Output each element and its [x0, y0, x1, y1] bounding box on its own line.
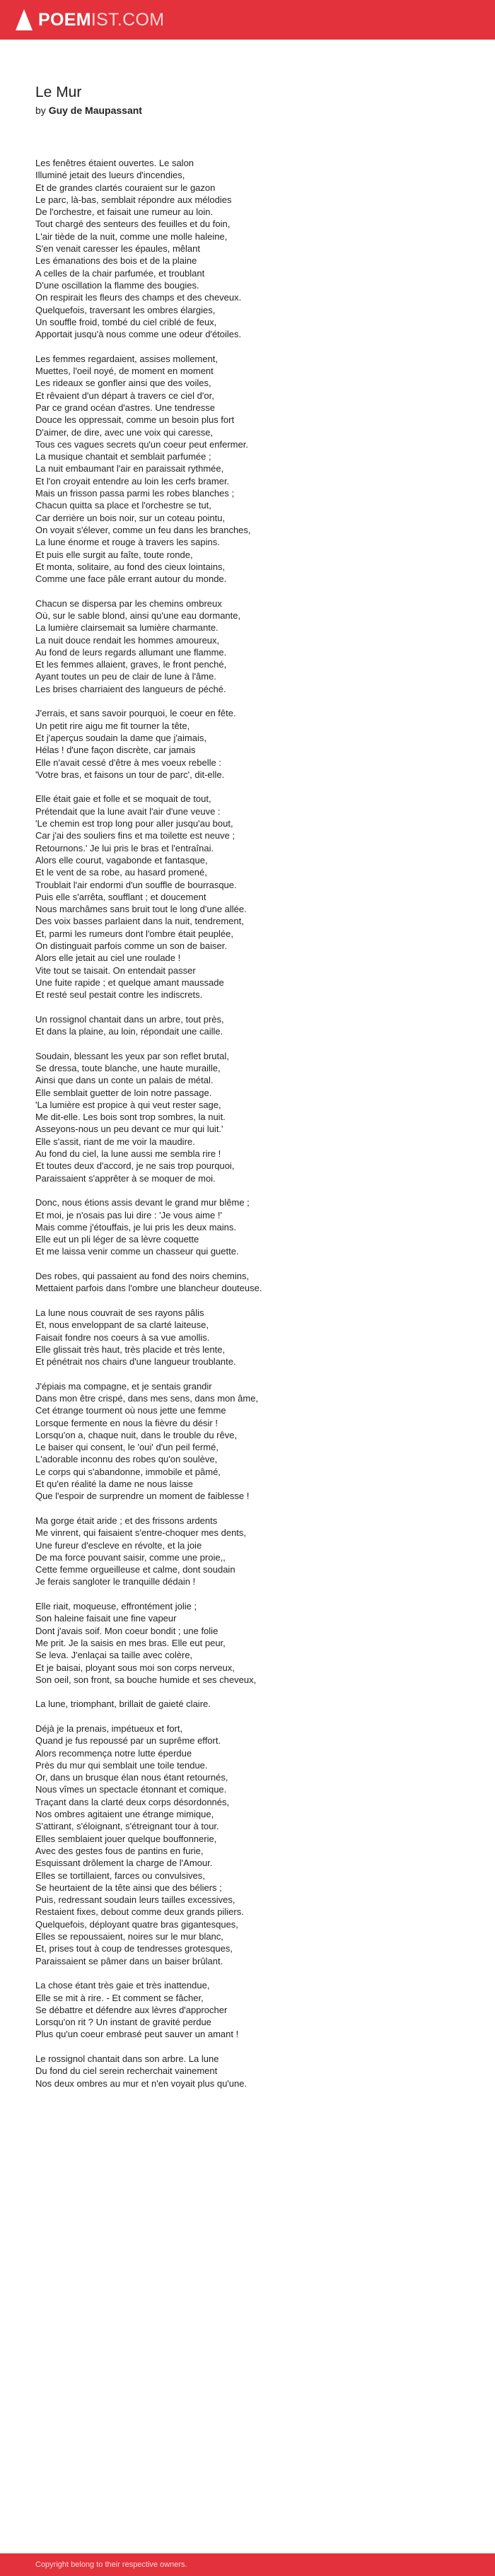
poem-line: Chacun quitta sa place et l'orchestre se tut,	[35, 500, 211, 511]
poem-stanza	[35, 1380, 460, 1503]
poem-line: Et de grandes clartés couraient sur le gazon	[35, 182, 216, 193]
poem-line: Comme une face pâle errant autour du monde.	[35, 573, 227, 585]
copyright-notice: Copyright belong to their respective owners.	[35, 2560, 187, 2569]
poem-line: Où, sur le sable blond, ainsi qu'une eau dormante,	[35, 610, 241, 621]
poem-line: Un souffle froid, tombé du ciel criblé de feux,	[35, 316, 217, 327]
poem-line: Nous vîmes un spectacle étonnant et comique.	[35, 1784, 227, 1795]
poem-line: De l'orchestre, et faisait une rumeur au loin.	[35, 206, 214, 218]
poem-line: Prétendait que la lune avait l'air d'une veuve :	[35, 805, 221, 817]
poem-line: Illuminé jetait des lueurs d'incendies,	[35, 170, 185, 181]
poem-line: Elle s'assit, riant de me voir la maudire.	[35, 1136, 195, 1147]
poem-stanza	[35, 1698, 460, 1710]
poem-line: La lumière clairsemait sa lumière charmante.	[35, 622, 219, 634]
poem-line: On distinguait parfois comme un son de baiser.	[35, 940, 227, 951]
poem-line: Et me laissa venir comme un chasseur qui guette.	[35, 1246, 239, 1257]
poem-stanza	[35, 157, 460, 340]
poem-line: Les rideaux se gonfler ainsi que des voiles,	[35, 378, 211, 389]
poem-line: La musique chantait et semblait parfumée ;	[35, 451, 211, 462]
poem-line: Douce les oppressait, comme un besoin plus fort	[35, 414, 235, 426]
poem-line: Et le vent de sa robe, au hasard promené,	[35, 867, 207, 878]
poem-line: Me prit. Je la saisis en mes bras. Elle eut peur,	[35, 1637, 226, 1648]
poem-line: Paraissaient s'apprêter à se moquer de moi.	[35, 1172, 216, 1184]
poem-line: Par ce grand océan d'astres. Une tendresse	[35, 402, 215, 413]
poem-line: D'aimer, de dire, avec une voix qui caresse,	[35, 426, 214, 438]
poem-line: Près du mur qui semblait une toile tendue.	[35, 1759, 208, 1771]
poem-line: On voyait s'élever, comme un feu dans les branches,	[35, 524, 251, 535]
poem-line: Car derrière un bois noir, sur un coteau pointu,	[35, 512, 226, 523]
poem-line: Que l'espoir de surprendre un moment de faiblesse !	[35, 1491, 250, 1502]
poem-line: Le parc, là-bas, semblait répondre aux mélodies	[35, 194, 232, 205]
poem-line: Cet étrange tourment où nous jette une femme	[35, 1405, 226, 1416]
poem-line: Lorsqu'on a, chaque nuit, dans le trouble du rêve,	[35, 1429, 238, 1440]
poem-line: Et rêvaient d'un départ à travers ce ciel d'or,	[35, 390, 214, 401]
poem-body	[35, 157, 460, 2102]
poem-line: Apportait jusqu'à nous comme une odeur d'étoiles.	[35, 329, 242, 340]
poem-stanza	[35, 707, 460, 781]
poem-line: Elle glissait très haut, très placide et très lente,	[35, 1344, 226, 1355]
poem-line: Et toutes deux d'accord, je ne sais trop pourquoi,	[35, 1160, 235, 1172]
poem-stanza	[35, 793, 460, 1001]
poem-line: Dont j'avais soif. Mon coeur bondit ; une folie	[35, 1625, 219, 1636]
poem-line: J'épiais ma compagne, et je sentais grandir	[35, 1380, 212, 1392]
poem-line: Quelquefois, traversant les ombres élargies,	[35, 304, 216, 315]
poem-line: Nos deux ombres au mur et n'en voyait plus qu'une.	[35, 2077, 248, 2089]
poem-line: Elle riait, moqueuse, effrontément jolie ;	[35, 1601, 197, 1612]
poem-line: Dans mon être crispé, dans mes sens, dans mon âme,	[35, 1392, 259, 1404]
poem-line: Troublait l'air endormi d'un souffle de bourrasque.	[35, 879, 237, 890]
poem-line: 'Le chemin est trop long pour aller jusqu'au bout,	[35, 818, 233, 829]
poem-line: Donc, nous étions assis devant le grand mur blême ;	[35, 1197, 250, 1208]
poem-stanza	[35, 598, 460, 695]
poem-line: A celles de la chair parfumée, et troublant	[35, 267, 205, 279]
poem-line: Et monta, solitaire, au fond des cieux lointains,	[35, 561, 226, 572]
poem-line: Car j'ai des souliers fins et ma toilette est neuve ;	[35, 830, 235, 841]
poem-line: Elle se mit à rire. - Et comment se fâcher,	[35, 1992, 204, 2003]
poem-line: 'Votre bras, et faisons un tour de parc', dit-elle.	[35, 769, 225, 780]
site-footer	[0, 2553, 495, 2576]
poem-line: Mettaient parfois dans l'ombre une blancheur douteuse.	[35, 1283, 262, 1294]
poem-line: Me vinrent, qui faisaient s'entre-choquer mes dents,	[35, 1527, 247, 1539]
poem-line: Nos ombres agitaient une étrange mimique,	[35, 1809, 214, 1820]
poem-line: Chacun se dispersa par les chemins ombreux	[35, 598, 222, 609]
poem-line: Les brises charriaient des langueurs de péché.	[35, 683, 226, 694]
poem-title: Le Mur	[35, 84, 82, 100]
poem-line: Déjà je la prenais, impétueux et fort,	[35, 1723, 183, 1734]
poem-line: Mais un frisson passa parmi les robes blanches ;	[35, 488, 235, 499]
author-name[interactable]: Guy de Maupassant	[48, 105, 142, 116]
byline	[35, 104, 142, 117]
poem-line: L'air tiède de la nuit, comme une molle haleine,	[35, 231, 228, 242]
poem-line: La chose étant très gaie et très inattendue,	[35, 1980, 210, 1991]
poem-line: Et, nous enveloppant de sa clarté laiteuse,	[35, 1319, 209, 1331]
poem-stanza	[35, 1307, 460, 1368]
poem-line: Lorsqu'on rit ? Un instant de gravité perdue	[35, 2017, 211, 2028]
poem-line: Hélas ! d'une façon discrète, car jamais	[35, 745, 196, 756]
poem-line: Son oeil, son front, sa bouche humide et ses cheveux,	[35, 1674, 257, 1685]
poem-line: On respirait les fleurs des champs et des cheveux.	[35, 292, 242, 303]
by-label: by	[35, 105, 46, 116]
poem-line: Soudain, blessant les yeux par son reflet brutal,	[35, 1050, 229, 1061]
poem-line: Le baiser qui consent, le 'oui' d'un peil fermé,	[35, 1442, 219, 1453]
poem-line: Tout chargé des senteurs des feuilles et du foin,	[35, 218, 231, 230]
poem-line: Vite tout se taisait. On entendait passer	[35, 964, 196, 976]
poem-stanza	[35, 1600, 460, 1686]
poem-line: Elles semblaient jouer quelque bouffonnerie,	[35, 1833, 217, 1844]
poem-line: Quand je fus repoussé par un suprême effort.	[35, 1735, 221, 1747]
poem-line: Tous ces vagues secrets qu'un coeur peut enfermer.	[35, 438, 248, 450]
poem-line: Les émanations des bois et de la plaine	[35, 255, 197, 267]
poem-line: Se leva. J'enlaçai sa taille avec colère,	[35, 1650, 193, 1661]
poem-line: Le corps qui s'abandonne, immobile et pâmé,	[35, 1466, 221, 1477]
poem-line: Une fureur d'escleve en révolte, et la joie	[35, 1539, 202, 1551]
poem-line: Et dans la plaine, au loin, répondait une caille.	[35, 1026, 223, 1037]
poem-stanza	[35, 1723, 460, 1967]
poem-line: Paraissaient se pâmer dans un baiser brûlant.	[35, 1955, 223, 1966]
poem-line: Se dressa, toute blanche, une haute muraille,	[35, 1062, 221, 1073]
poem-line: L'adorable inconnu des robes qu'on soulève,	[35, 1454, 218, 1465]
poem-stanza	[35, 1979, 460, 2040]
poem-line: Et, prises tout à coup de tendresses grotesques,	[35, 1943, 233, 1954]
poem-line: Une fuite rapide ; et quelque amant maussade	[35, 977, 224, 988]
poem-line: Ma gorge était aride ; et des frissons ardents	[35, 1515, 218, 1526]
poem-line: Esquissant drôlement la charge de l'Amour.	[35, 1858, 213, 1869]
poem-line: Et moi, je n'osais pas lui dire : 'Je vous aime !'	[35, 1209, 222, 1220]
poem-line: Et j'aperçus soudain la dame que j'aimais,	[35, 732, 206, 743]
poem-line: Nous marchâmes sans bruit tout le long d'une allée.	[35, 904, 247, 915]
poem-line: Quelquefois, déployant quatre bras gigantesques,	[35, 1918, 238, 1930]
poem-line: Avec des gestes fous de pantins en furie,	[35, 1845, 204, 1856]
poem-line: Retournons.' Je lui pris le bras et l'entraînai.	[35, 842, 214, 853]
poem-line: Elles se repoussaient, noires sur le mur blanc,	[35, 1931, 223, 1942]
poem-line: Et les femmes allaient, graves, le front penché,	[35, 659, 227, 670]
poem-line: Elle n'avait cessé d'être à mes voeux rebelle :	[35, 757, 221, 768]
poem-stanza	[35, 1050, 460, 1184]
poem-stanza	[35, 353, 460, 585]
poem-line: J'errais, et sans savoir pourquoi, le coeur en fête.	[35, 708, 236, 719]
poem-line: Puis, redressant soudain leurs tailles excessives,	[35, 1894, 235, 1906]
poem-line: Un petit rire aigu me fit tourner la tête,	[35, 720, 190, 731]
poem-stanza	[35, 2053, 460, 2090]
poem-line: Puis elle s'arrêta, soufflant ; et doucement	[35, 891, 206, 902]
poem-line: Je ferais sangloter le tranquille dédain !	[35, 1576, 196, 1587]
poem-line: Restaient fixes, debout comme deux grands piliers.	[35, 1906, 244, 1918]
poem-line: La lune énorme et rouge à travers les sapins.	[35, 537, 220, 548]
poem-line: Cette femme orgueilleuse et calme, dont soudain	[35, 1564, 235, 1575]
site-header	[0, 0, 495, 40]
logo-wordmark-strong: POEM	[38, 10, 91, 30]
poem-line: Du fond du ciel serein recherchait vainement	[35, 2065, 218, 2077]
poem-line: Alors recommença notre lutte éperdue	[35, 1747, 192, 1759]
quill-icon	[16, 9, 33, 30]
site-logo[interactable]	[16, 6, 164, 33]
poem-line: Des voix basses parlaient dans la nuit, tendrement,	[35, 916, 244, 927]
poem-line: Un rossignol chantait dans un arbre, tout près,	[35, 1013, 224, 1025]
poem-line: Asseyons-nous un peu devant ce mur qui luit.'	[35, 1124, 223, 1135]
poem-line: Ayant toutes un peu de clair de lune à l'âme.	[35, 671, 216, 682]
poem-line: Et resté seul pestait contre les indiscrets.	[35, 989, 203, 1001]
poem-line: Me dit-elle. Les bois sont trop sombres, la nuit.	[35, 1112, 226, 1123]
poem-line: Elle semblait guetter de loin notre passage.	[35, 1087, 212, 1098]
poem-line: Et puis elle surgit au faîte, toute ronde,	[35, 549, 193, 560]
poem-line: Au fond de leurs regards allumant une flamme.	[35, 646, 227, 658]
poem-line: Se heurtaient de la tête ainsi que des béliers ;	[35, 1882, 222, 1893]
poem-line: Mais comme j'étouffais, je lui pris les deux mains.	[35, 1221, 237, 1232]
poem-line: D'une oscillation la flamme des bougies.	[35, 279, 199, 291]
poem-line: S'en venait caresser les épaules, mêlant	[35, 243, 200, 255]
poem-line: Muettes, l'oeil noyé, de moment en moment	[35, 366, 214, 377]
poem-line: Faisait fondre nos coeurs à sa vue amollis.	[35, 1331, 210, 1343]
poem-line: Les fenêtres étaient ouvertes. Le salon	[35, 158, 194, 168]
poem-line: Traçant dans la clarté deux corps désordonnés,	[35, 1796, 230, 1807]
poem-line: De ma force pouvant saisir, comme une proie,,	[35, 1551, 226, 1563]
poem-line: Elle eut un pli léger de sa lèvre coquette	[35, 1234, 199, 1245]
poem-line: Et je baisai, ployant sous moi son corps nerveux,	[35, 1662, 235, 1673]
poem-line: Les femmes regardaient, assises mollement,	[35, 353, 218, 364]
poem-stanza	[35, 1270, 460, 1295]
poem-line: Des robes, qui passaient au fond des noirs chemins,	[35, 1271, 250, 1282]
poem-line: Plus qu'un coeur embrasé peut sauver un amant !	[35, 2029, 239, 2040]
poem-stanza	[35, 1515, 460, 1588]
poem-line: Au fond du ciel, la lune aussi me sembla rire !	[35, 1148, 221, 1160]
poem-line: Lorsque fermente en nous la fièvre du désir !	[35, 1417, 218, 1428]
poem-line: S'attirant, s'éloignant, s'étreignant tour à tour.	[35, 1821, 219, 1832]
poem-stanza	[35, 1013, 460, 1038]
poem-line: La lune nous couvrait de ses rayons pâlis	[35, 1307, 204, 1318]
poem-stanza	[35, 1196, 460, 1257]
poem-line: Elles se tortillaient, farces ou convulsives,	[35, 1870, 205, 1881]
poem-line: Le rossignol chantait dans son arbre. La lune	[35, 2053, 219, 2065]
logo-wordmark	[38, 6, 164, 33]
poem-line: Et qu'en réalité la dame ne nous laisse	[35, 1479, 193, 1490]
poem-line: Et, parmi les rumeurs dont l'ombre était peuplée,	[35, 928, 233, 939]
poem-line: Elle était gaie et folle et se moquait de tout,	[35, 793, 211, 805]
logo-wordmark-light: IST.COM	[91, 10, 165, 30]
poem-line: Or, dans un brusque élan nous étant retournés,	[35, 1772, 228, 1783]
poem-line: 'La lumière est propice à qui veut rester sage,	[35, 1099, 221, 1110]
poem-line: Et pénétrait nos chairs d'une langueur troublante.	[35, 1356, 236, 1368]
poem-line: La lune, triomphant, brillait de gaieté claire.	[35, 1698, 211, 1710]
poem-line: Se débattre et défendre aux lèvres d'approcher	[35, 2004, 228, 2015]
poem-line: La nuit embaumant l'air en paraissait rythmée,	[35, 463, 224, 474]
poem-line: Et l'on croyait entendre au loin les cerfs bramer.	[35, 475, 230, 486]
poem-line: Son haleine faisait une fine vapeur	[35, 1613, 177, 1624]
poem-line: Ainsi que dans un conte un palais de métal.	[35, 1075, 214, 1086]
poem-line: Alors elle jetait au ciel une roulade !	[35, 952, 181, 964]
poem-line: La nuit douce rendait les hommes amoureux,	[35, 634, 220, 646]
poem-line: Alors elle courut, vagabonde et fantasque,	[35, 854, 208, 866]
